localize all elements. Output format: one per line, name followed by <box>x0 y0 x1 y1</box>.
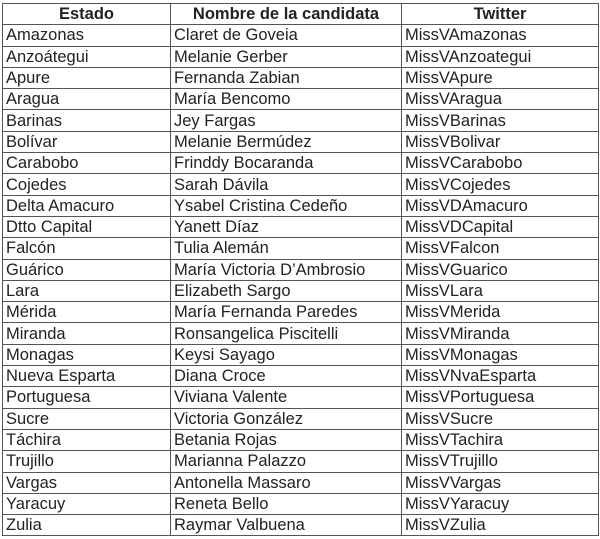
estado-cell: Miranda <box>3 323 171 344</box>
estado-cell: Cojedes <box>3 174 171 195</box>
twitter-handle-cell: MissVBolivar <box>402 131 599 152</box>
twitter-handle-cell: MissVFalcon <box>402 238 599 259</box>
table-row <box>3 110 599 131</box>
table-row <box>3 89 599 110</box>
estado-cell: Barinas <box>3 110 171 131</box>
table-row <box>3 153 599 174</box>
candidate-name-cell: Yanett Díaz <box>171 216 402 237</box>
twitter-handle-cell: MissVTachira <box>402 429 599 450</box>
candidate-name-cell: Fernanda Zabian <box>171 67 402 88</box>
table-row <box>3 493 599 514</box>
twitter-handle-cell: MissVMiranda <box>402 323 599 344</box>
table-row <box>3 259 599 280</box>
table-row <box>3 515 599 536</box>
estado-cell: Aragua <box>3 89 171 110</box>
header-row <box>3 4 599 25</box>
candidate-name-cell: Melanie Gerber <box>171 46 402 67</box>
candidate-name-cell: Frinddy Bocaranda <box>171 153 402 174</box>
table-row <box>3 387 599 408</box>
twitter-handle-cell: MissVAmazonas <box>402 25 599 46</box>
twitter-handle-cell: MissVVargas <box>402 472 599 493</box>
twitter-handle-cell: MissVApure <box>402 67 599 88</box>
candidate-name-cell: Elizabeth Sargo <box>171 280 402 301</box>
candidate-name-cell: María Bencomo <box>171 89 402 110</box>
candidate-name-cell: Claret de Goveia <box>171 25 402 46</box>
candidate-name-cell: Melanie Bermúdez <box>171 131 402 152</box>
candidate-name-cell: Diana Croce <box>171 366 402 387</box>
candidate-name-cell: Sarah Dávila <box>171 174 402 195</box>
candidate-name-cell: Ysabel Cristina Cedeño <box>171 195 402 216</box>
twitter-handle-cell: MissVSucre <box>402 408 599 429</box>
twitter-handle-cell: MissVAnzoategui <box>402 46 599 67</box>
table-row <box>3 366 599 387</box>
twitter-handle-cell: MissVZulia <box>402 515 599 536</box>
estado-cell: Amazonas <box>3 25 171 46</box>
twitter-handle-cell: MissVBarinas <box>402 110 599 131</box>
candidate-name-cell: Keysi Sayago <box>171 344 402 365</box>
estado-cell: Nueva Esparta <box>3 366 171 387</box>
table-row <box>3 131 599 152</box>
estado-cell: Monagas <box>3 344 171 365</box>
estado-cell: Trujillo <box>3 451 171 472</box>
estado-cell: Sucre <box>3 408 171 429</box>
estado-cell: Bolívar <box>3 131 171 152</box>
twitter-handle-cell: MissVNvaEsparta <box>402 366 599 387</box>
table-row <box>3 67 599 88</box>
estado-cell: Guárico <box>3 259 171 280</box>
candidate-name-cell: Ronsangelica Piscitelli <box>171 323 402 344</box>
header-nombre: Nombre de la candidata <box>171 4 402 25</box>
table-row <box>3 216 599 237</box>
table-row <box>3 238 599 259</box>
candidates-table <box>2 3 599 536</box>
twitter-handle-cell: MissVPortuguesa <box>402 387 599 408</box>
twitter-handle-cell: MissVDAmacuro <box>402 195 599 216</box>
candidate-name-cell: Marianna Palazzo <box>171 451 402 472</box>
table-row <box>3 408 599 429</box>
estado-cell: Portuguesa <box>3 387 171 408</box>
twitter-handle-cell: MissVMonagas <box>402 344 599 365</box>
table-row <box>3 280 599 301</box>
estado-cell: Zulia <box>3 515 171 536</box>
candidate-name-cell: Jey Fargas <box>171 110 402 131</box>
table-row <box>3 451 599 472</box>
estado-cell: Apure <box>3 67 171 88</box>
table-row <box>3 46 599 67</box>
candidate-name-cell: Tulia Alemán <box>171 238 402 259</box>
table-row <box>3 25 599 46</box>
table-header <box>3 4 599 25</box>
table-row <box>3 429 599 450</box>
header-estado: Estado <box>3 4 171 25</box>
estado-cell: Falcón <box>3 238 171 259</box>
twitter-handle-cell: MissVCarabobo <box>402 153 599 174</box>
twitter-handle-cell: MissVLara <box>402 280 599 301</box>
table-row <box>3 323 599 344</box>
twitter-handle-cell: MissVAragua <box>402 89 599 110</box>
candidate-name-cell: Raymar Valbuena <box>171 515 402 536</box>
twitter-handle-cell: MissVDCapital <box>402 216 599 237</box>
estado-cell: Dtto Capital <box>3 216 171 237</box>
estado-cell: Lara <box>3 280 171 301</box>
table-body <box>3 25 599 536</box>
twitter-handle-cell: MissVYaracuy <box>402 493 599 514</box>
twitter-handle-cell: MissVCojedes <box>402 174 599 195</box>
candidate-name-cell: Betania Rojas <box>171 429 402 450</box>
candidate-name-cell: María Victoria D’Ambrosio <box>171 259 402 280</box>
estado-cell: Anzoátegui <box>3 46 171 67</box>
candidate-name-cell: María Fernanda Paredes <box>171 302 402 323</box>
candidate-name-cell: Reneta Bello <box>171 493 402 514</box>
table-row <box>3 472 599 493</box>
header-twitter: Twitter <box>402 4 599 25</box>
estado-cell: Yaracuy <box>3 493 171 514</box>
table-row <box>3 195 599 216</box>
candidate-name-cell: Victoria González <box>171 408 402 429</box>
estado-cell: Vargas <box>3 472 171 493</box>
table-row <box>3 344 599 365</box>
estado-cell: Delta Amacuro <box>3 195 171 216</box>
twitter-handle-cell: MissVMerida <box>402 302 599 323</box>
candidate-name-cell: Viviana Valente <box>171 387 402 408</box>
estado-cell: Mérida <box>3 302 171 323</box>
table-row <box>3 302 599 323</box>
candidate-name-cell: Antonella Massaro <box>171 472 402 493</box>
table-row <box>3 174 599 195</box>
twitter-handle-cell: MissVTrujillo <box>402 451 599 472</box>
twitter-handle-cell: MissVGuarico <box>402 259 599 280</box>
estado-cell: Carabobo <box>3 153 171 174</box>
estado-cell: Táchira <box>3 429 171 450</box>
